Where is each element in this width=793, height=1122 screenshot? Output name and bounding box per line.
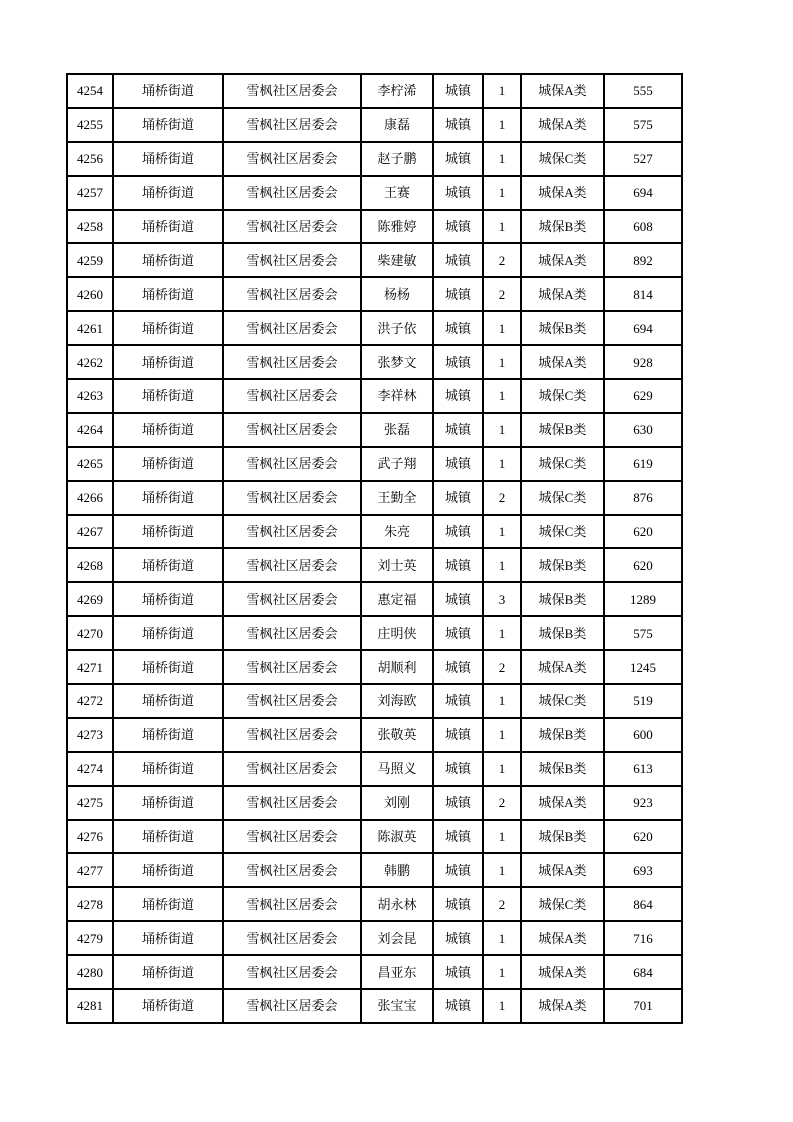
table-cell: 城镇 <box>433 718 483 752</box>
table-cell: 雪枫社区居委会 <box>223 820 361 854</box>
table-cell: 城镇 <box>433 243 483 277</box>
table-cell: 城保A类 <box>521 176 604 210</box>
table-cell: 4266 <box>67 481 113 515</box>
table-cell: 雪枫社区居委会 <box>223 277 361 311</box>
table-row <box>67 718 682 752</box>
table-cell: 城镇 <box>433 582 483 616</box>
table-cell: 600 <box>604 718 682 752</box>
table-cell: 城保C类 <box>521 481 604 515</box>
table-cell: 4260 <box>67 277 113 311</box>
table-cell: 雪枫社区居委会 <box>223 616 361 650</box>
table-cell: 4263 <box>67 379 113 413</box>
table-cell: 4274 <box>67 752 113 786</box>
table-cell: 1 <box>483 853 521 887</box>
table-row <box>67 210 682 244</box>
table-cell: 城保B类 <box>521 752 604 786</box>
table-cell: 埇桥街道 <box>113 820 223 854</box>
table-cell: 赵子鹏 <box>361 142 433 176</box>
table-row <box>67 379 682 413</box>
table-cell: 864 <box>604 887 682 921</box>
table-cell: 埇桥街道 <box>113 548 223 582</box>
table-cell: 4268 <box>67 548 113 582</box>
table-cell: 雪枫社区居委会 <box>223 447 361 481</box>
table-cell: 城镇 <box>433 74 483 108</box>
table-cell: 620 <box>604 548 682 582</box>
table-cell: 城镇 <box>433 142 483 176</box>
table-cell: 4271 <box>67 650 113 684</box>
table-cell: 埇桥街道 <box>113 718 223 752</box>
table-cell: 630 <box>604 413 682 447</box>
table-cell: 629 <box>604 379 682 413</box>
table-row <box>67 74 682 108</box>
table-row <box>67 176 682 210</box>
table-cell: 雪枫社区居委会 <box>223 142 361 176</box>
table-cell: 527 <box>604 142 682 176</box>
table-cell: 城保A类 <box>521 989 604 1023</box>
table-cell: 1 <box>483 379 521 413</box>
table-cell: 城镇 <box>433 684 483 718</box>
table-cell: 城镇 <box>433 345 483 379</box>
table-cell: 619 <box>604 447 682 481</box>
table-cell: 613 <box>604 752 682 786</box>
table-row <box>67 650 682 684</box>
table-cell: 1 <box>483 74 521 108</box>
table-row <box>67 142 682 176</box>
table-cell: 4257 <box>67 176 113 210</box>
table-cell: 3 <box>483 582 521 616</box>
table-cell: 4279 <box>67 921 113 955</box>
table-cell: 2 <box>483 277 521 311</box>
table-cell: 雪枫社区居委会 <box>223 921 361 955</box>
table-cell: 埇桥街道 <box>113 582 223 616</box>
table-cell: 李祥林 <box>361 379 433 413</box>
table-cell: 716 <box>604 921 682 955</box>
table-cell: 1 <box>483 718 521 752</box>
table-cell: 城保A类 <box>521 921 604 955</box>
table-cell: 城保C类 <box>521 447 604 481</box>
table-cell: 埇桥街道 <box>113 684 223 718</box>
table-cell: 城保B类 <box>521 413 604 447</box>
table-cell: 620 <box>604 820 682 854</box>
table-row <box>67 277 682 311</box>
table-cell: 城镇 <box>433 820 483 854</box>
table-cell: 雪枫社区居委会 <box>223 650 361 684</box>
table-cell: 埇桥街道 <box>113 74 223 108</box>
table-cell: 城镇 <box>433 176 483 210</box>
table-cell: 4267 <box>67 515 113 549</box>
table-cell: 4277 <box>67 853 113 887</box>
table-cell: 雪枫社区居委会 <box>223 548 361 582</box>
table-cell: 雪枫社区居委会 <box>223 210 361 244</box>
table-row <box>67 887 682 921</box>
table-cell: 埇桥街道 <box>113 210 223 244</box>
table-cell: 张宝宝 <box>361 989 433 1023</box>
table-cell: 康磊 <box>361 108 433 142</box>
table-cell: 胡永林 <box>361 887 433 921</box>
table-cell: 埇桥街道 <box>113 413 223 447</box>
table-cell: 雪枫社区居委会 <box>223 786 361 820</box>
table-cell: 张梦文 <box>361 345 433 379</box>
table-cell: 城保C类 <box>521 379 604 413</box>
table-cell: 4255 <box>67 108 113 142</box>
table-cell: 杨杨 <box>361 277 433 311</box>
table-cell: 柴建敏 <box>361 243 433 277</box>
table-cell: 城镇 <box>433 887 483 921</box>
table-cell: 620 <box>604 515 682 549</box>
table-row <box>67 243 682 277</box>
table-cell: 1 <box>483 989 521 1023</box>
table-cell: 埇桥街道 <box>113 379 223 413</box>
table-cell: 城镇 <box>433 989 483 1023</box>
table-row <box>67 413 682 447</box>
table-cell: 埇桥街道 <box>113 243 223 277</box>
table-cell: 庄明侠 <box>361 616 433 650</box>
table-cell: 埇桥街道 <box>113 786 223 820</box>
table-cell: 刘士英 <box>361 548 433 582</box>
table-cell: 埇桥街道 <box>113 311 223 345</box>
table-cell: 惠定福 <box>361 582 433 616</box>
table-cell: 城镇 <box>433 921 483 955</box>
table-cell: 城保A类 <box>521 108 604 142</box>
table-cell: 城保C类 <box>521 142 604 176</box>
table-cell: 1 <box>483 684 521 718</box>
table-row <box>67 684 682 718</box>
table-row <box>67 515 682 549</box>
table-cell: 城镇 <box>433 616 483 650</box>
table-cell: 朱亮 <box>361 515 433 549</box>
table-cell: 519 <box>604 684 682 718</box>
table-cell: 城保A类 <box>521 853 604 887</box>
table-cell: 城镇 <box>433 379 483 413</box>
table-cell: 雪枫社区居委会 <box>223 989 361 1023</box>
table-cell: 埇桥街道 <box>113 108 223 142</box>
table-cell: 胡顺利 <box>361 650 433 684</box>
table-cell: 城镇 <box>433 853 483 887</box>
table-cell: 城镇 <box>433 955 483 989</box>
table-cell: 雪枫社区居委会 <box>223 413 361 447</box>
table-cell: 王勤全 <box>361 481 433 515</box>
table-cell: 1 <box>483 820 521 854</box>
table-cell: 雪枫社区居委会 <box>223 379 361 413</box>
table-cell: 雪枫社区居委会 <box>223 955 361 989</box>
table-row <box>67 481 682 515</box>
table-cell: 923 <box>604 786 682 820</box>
table-cell: 城保B类 <box>521 820 604 854</box>
table-cell: 4258 <box>67 210 113 244</box>
table-cell: 城保B类 <box>521 311 604 345</box>
table-cell: 814 <box>604 277 682 311</box>
table-cell: 2 <box>483 481 521 515</box>
table-cell: 1 <box>483 515 521 549</box>
table-cell: 2 <box>483 887 521 921</box>
table-cell: 城保C类 <box>521 515 604 549</box>
table-cell: 4269 <box>67 582 113 616</box>
table-cell: 4259 <box>67 243 113 277</box>
table-cell: 埇桥街道 <box>113 277 223 311</box>
table-cell: 埇桥街道 <box>113 142 223 176</box>
table-cell: 2 <box>483 650 521 684</box>
table-cell: 雪枫社区居委会 <box>223 311 361 345</box>
table-cell: 城保A类 <box>521 277 604 311</box>
table-row <box>67 447 682 481</box>
table-cell: 城镇 <box>433 650 483 684</box>
table-cell: 4261 <box>67 311 113 345</box>
table-cell: 城镇 <box>433 515 483 549</box>
table-cell: 4276 <box>67 820 113 854</box>
table-cell: 城保A类 <box>521 243 604 277</box>
table-cell: 1 <box>483 311 521 345</box>
table-row <box>67 989 682 1023</box>
table-row <box>67 921 682 955</box>
table-cell: 雪枫社区居委会 <box>223 752 361 786</box>
table-row <box>67 820 682 854</box>
table-cell: 4280 <box>67 955 113 989</box>
table-cell: 4281 <box>67 989 113 1023</box>
table-cell: 1289 <box>604 582 682 616</box>
table-cell: 4275 <box>67 786 113 820</box>
table-cell: 雪枫社区居委会 <box>223 243 361 277</box>
table-cell: 城镇 <box>433 108 483 142</box>
benefits-records-table <box>66 73 683 1024</box>
table-cell: 埇桥街道 <box>113 616 223 650</box>
table-cell: 雪枫社区居委会 <box>223 345 361 379</box>
table-cell: 4254 <box>67 74 113 108</box>
table-cell: 张磊 <box>361 413 433 447</box>
table-cell: 雪枫社区居委会 <box>223 853 361 887</box>
table-cell: 埇桥街道 <box>113 650 223 684</box>
table-cell: 694 <box>604 176 682 210</box>
table-cell: 城保C类 <box>521 684 604 718</box>
table-cell: 1 <box>483 616 521 650</box>
table-cell: 埇桥街道 <box>113 989 223 1023</box>
table-row <box>67 311 682 345</box>
table-cell: 城镇 <box>433 277 483 311</box>
table-cell: 雪枫社区居委会 <box>223 718 361 752</box>
table-cell: 昌亚东 <box>361 955 433 989</box>
table-cell: 城保B类 <box>521 548 604 582</box>
table-cell: 4270 <box>67 616 113 650</box>
table-cell: 埇桥街道 <box>113 515 223 549</box>
table-cell: 876 <box>604 481 682 515</box>
table-cell: 1 <box>483 413 521 447</box>
table-cell: 王赛 <box>361 176 433 210</box>
table-cell: 刘海欧 <box>361 684 433 718</box>
table-cell: 埇桥街道 <box>113 345 223 379</box>
table-cell: 684 <box>604 955 682 989</box>
table-cell: 雪枫社区居委会 <box>223 515 361 549</box>
table-cell: 马照义 <box>361 752 433 786</box>
table-cell: 雪枫社区居委会 <box>223 887 361 921</box>
table-cell: 575 <box>604 108 682 142</box>
table-cell: 刘刚 <box>361 786 433 820</box>
table-cell: 694 <box>604 311 682 345</box>
table-cell: 4265 <box>67 447 113 481</box>
table-cell: 1 <box>483 176 521 210</box>
table-cell: 陈雅婷 <box>361 210 433 244</box>
table-cell: 4278 <box>67 887 113 921</box>
table-cell: 4264 <box>67 413 113 447</box>
table-cell: 1 <box>483 108 521 142</box>
table-cell: 608 <box>604 210 682 244</box>
table-cell: 城镇 <box>433 311 483 345</box>
table-cell: 1 <box>483 955 521 989</box>
table-cell: 雪枫社区居委会 <box>223 176 361 210</box>
table-cell: 城保A类 <box>521 786 604 820</box>
table-cell: 城镇 <box>433 786 483 820</box>
table-cell: 雪枫社区居委会 <box>223 684 361 718</box>
table-row <box>67 786 682 820</box>
table-cell: 埇桥街道 <box>113 481 223 515</box>
table-cell: 1 <box>483 548 521 582</box>
table-cell: 李柠浠 <box>361 74 433 108</box>
table-cell: 4262 <box>67 345 113 379</box>
table-cell: 2 <box>483 243 521 277</box>
table-cell: 埇桥街道 <box>113 921 223 955</box>
table-cell: 555 <box>604 74 682 108</box>
table-cell: 1 <box>483 752 521 786</box>
table-cell: 928 <box>604 345 682 379</box>
table-cell: 1245 <box>604 650 682 684</box>
table-cell: 洪子依 <box>361 311 433 345</box>
table-cell: 城保B类 <box>521 582 604 616</box>
table-row <box>67 616 682 650</box>
table-cell: 城保A类 <box>521 650 604 684</box>
table-cell: 刘会昆 <box>361 921 433 955</box>
table-cell: 575 <box>604 616 682 650</box>
table-row <box>67 582 682 616</box>
table-row <box>67 853 682 887</box>
table-cell: 埇桥街道 <box>113 955 223 989</box>
table-cell: 1 <box>483 142 521 176</box>
table-cell: 埇桥街道 <box>113 887 223 921</box>
table-cell: 埇桥街道 <box>113 853 223 887</box>
table-row <box>67 955 682 989</box>
table-row <box>67 345 682 379</box>
table-cell: 701 <box>604 989 682 1023</box>
table-cell: 城保B类 <box>521 718 604 752</box>
table-cell: 陈淑英 <box>361 820 433 854</box>
table-cell: 1 <box>483 447 521 481</box>
table-cell: 埇桥街道 <box>113 752 223 786</box>
table-cell: 张敬英 <box>361 718 433 752</box>
table-cell: 城保B类 <box>521 210 604 244</box>
table-row <box>67 548 682 582</box>
table-cell: 城镇 <box>433 413 483 447</box>
table-cell: 城保B类 <box>521 616 604 650</box>
table-cell: 雪枫社区居委会 <box>223 582 361 616</box>
table-cell: 4256 <box>67 142 113 176</box>
table-cell: 城保A类 <box>521 955 604 989</box>
table-cell: 埇桥街道 <box>113 447 223 481</box>
table-body <box>67 74 682 1023</box>
table-cell: 韩鹏 <box>361 853 433 887</box>
table-cell: 雪枫社区居委会 <box>223 74 361 108</box>
table-row <box>67 108 682 142</box>
table-cell: 城保C类 <box>521 887 604 921</box>
table-cell: 城镇 <box>433 210 483 244</box>
table-cell: 雪枫社区居委会 <box>223 108 361 142</box>
table-cell: 城镇 <box>433 447 483 481</box>
table-cell: 埇桥街道 <box>113 176 223 210</box>
table-cell: 1 <box>483 345 521 379</box>
table-cell: 城镇 <box>433 481 483 515</box>
table-cell: 693 <box>604 853 682 887</box>
table-cell: 4272 <box>67 684 113 718</box>
table-cell: 城镇 <box>433 752 483 786</box>
table-cell: 892 <box>604 243 682 277</box>
table-cell: 雪枫社区居委会 <box>223 481 361 515</box>
table-cell: 1 <box>483 921 521 955</box>
table-cell: 城保A类 <box>521 345 604 379</box>
table-cell: 城镇 <box>433 548 483 582</box>
table-row <box>67 752 682 786</box>
table-cell: 1 <box>483 210 521 244</box>
table-cell: 武子翔 <box>361 447 433 481</box>
table-cell: 城保A类 <box>521 74 604 108</box>
table-cell: 2 <box>483 786 521 820</box>
table-cell: 4273 <box>67 718 113 752</box>
